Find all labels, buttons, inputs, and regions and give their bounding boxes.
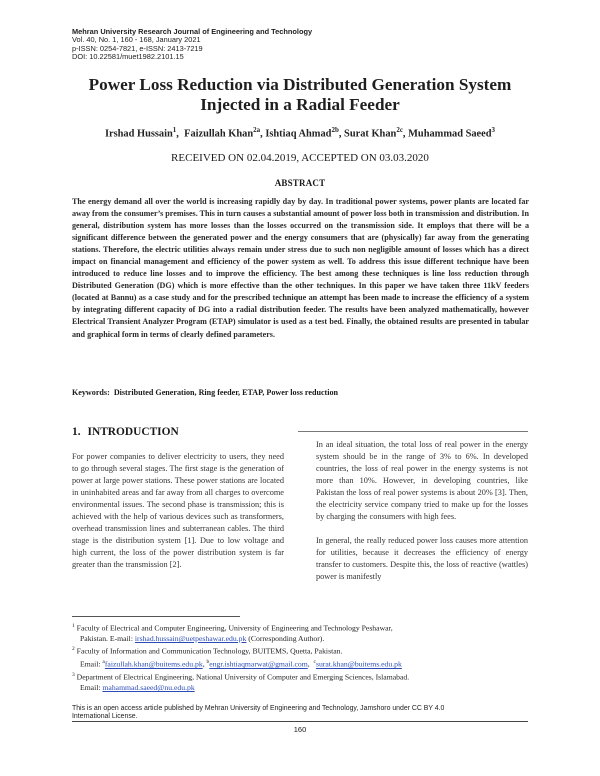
footnotes [72, 621, 542, 694]
section-number: 1. [72, 426, 81, 438]
keywords [72, 388, 529, 397]
journal-issn: p-ISSN: 0254-7821, e-ISSN: 2413-7219 [72, 43, 203, 53]
right-paragraph-2: In general, the really reduced power loss causes more attention for utilities, because it decreases the efficiency of energy transfer to customers. Despite this, the loss of reactive (wattles) power is manifestly [316, 536, 528, 582]
journal-doi: DOI: 10.22581/muet1982.2101.15 [72, 52, 184, 62]
title-line-2: Injected in a Radial Feeder [200, 95, 400, 114]
author-name: Muhammad Saeed [408, 128, 492, 140]
license-notice: This is an open access article published by Mehran University of Engineering and Technology, Jamshoro under CC BY 4.0 International License. [72, 705, 445, 721]
abstract-heading: ABSTRACT [274, 178, 326, 188]
title-line-1: Power Loss Reduction via Distributed Generation System [88, 75, 512, 94]
email-link[interactable]: irshad.hussain@uetpeshawar.edu.pk [134, 633, 247, 643]
right-paragraph-1: In an ideal situation, the total loss of real power in the energy system should be in the range of 3% to 6%. In developed countries, the loss of real power in the energy systems is not more than 10%. However, in developing countries, like Pakistan the loss of real power systems is about 20% [3]. Then, the electricity service company tried to make up for the losses by charging the consumers with high fees. [316, 440, 528, 522]
page-number: 160 [293, 725, 307, 734]
keywords-label: Keywords: [72, 388, 110, 397]
email-link[interactable]: engr.ishtiaqmarwat@gmail.com [209, 659, 308, 669]
author-affiliation: 3 [491, 126, 496, 134]
email-link[interactable]: mahammad.saeed@nu.edu.pk [102, 683, 195, 693]
author-affiliation: 2a [253, 126, 261, 134]
email-link[interactable]: faizullah.khan@buitems.edu.pk [104, 659, 203, 669]
author-list: Irshad Hussain$^1$, Faizullah Khan$^{2a}$, Ishtiaq Ahmad$^{2b}$, Surat Khan$^{2c}$, Muhammad Saeed$^3$ [104, 126, 496, 140]
footnote-1-line-2: Pakistan. E-mail: irshad.hussain@uetpeshawar.edu.pk (Corresponding Author). [80, 633, 325, 643]
journal-volume: Vol. 40, No. 1, 160 - 168, January 2021 [72, 35, 201, 45]
received-dates: RECEIVED ON 02.04.2019, ACCEPTED ON 03.03.2020 [171, 152, 429, 164]
email-link[interactable]: surat.khan@buitems.edu.pk [315, 659, 402, 669]
left-column-text: For power companies to deliver electricity to users, they need to go through several stages. The first stage is the generation of power at large power stations. These power stations are located in uninhabited areas and far away from all charges to overcome environmental issues. The second phase is transmission; this is achieved with the help of various devices such as transformers, overhead transmission lines and subterranean cables. The third stage is the distribution system [1]. Due to low voltage and high current, the loss of the power distribution system is far greater than the transmission [2]. [72, 452, 284, 570]
author-affiliation: 1 [172, 126, 177, 134]
footnote-2-emails: Email: $^a$faizullah.khan@buitems.edu.pk, $^b$engr.ishtiaqmarwat@gmail.com, $^c$surat.khan@buitems.edu.pk [80, 659, 402, 669]
author-name: Faizullah Khan [184, 128, 254, 140]
footnote-3: $^3$ Department of Electrical Engineering, National University of Computer and Emerging Sciences, Islamabad. [72, 672, 410, 682]
footer-rule [72, 721, 528, 722]
footnote-rule [72, 616, 240, 617]
keywords-text: Distributed Generation, Ring feeder, ETAP, Power loss reduction [113, 388, 339, 397]
section-title: INTRODUCTION [87, 426, 179, 438]
column-divider-rule [298, 431, 528, 432]
author-affiliation: 2b [331, 126, 339, 134]
author-name: Ishtiaq Ahmad [265, 128, 332, 140]
right-column [316, 439, 528, 584]
footnote-1: $^1$ Faculty of Electrical and Computer Engineering, University of Engineering and Technology Peshawar, [72, 623, 393, 633]
author-name: Irshad Hussain [104, 128, 173, 140]
footnote-3-email: Email: mahammad.saeed@nu.edu.pk [80, 683, 195, 693]
author-affiliation: 2c [396, 126, 403, 134]
paper-title [40, 75, 560, 115]
journal-name: Mehran University Research Journal of Engineering and Technology [72, 27, 313, 36]
abstract-text: The energy demand all over the world is increasing rapidly day by day. In traditional power systems, power plants are located far away from the consumer’s premises. This in turn causes a substantial amount of power loss both in transmission and distribution. In general, distribution system has more losses than the losses occurred on the transmission side. It employs that there will be a significant difference between the generated power and the energy consumers that are (physically) far away from the generating stations. Therefore, the electric utilities always remain under stress due to such non negligible amount of losses which has a direct impact on financial management and efficiency of the power system as well. To address this issue different technique have been introduced to reduce line losses and to improve the efficiency. The best among these techniques is line loss reduction through Distributed Generation (DG) which is more effective than the other techniques. In this paper we have taken three 11kV feeders (located at Bannu) as a case study and for the prescribed technique an attempt has been made to increase the efficiency of a system by integrating different capacity of DG into a radial distribution feeder. The results have been analyzed mathematically, however Electrical Transient Analyzer Program (ETAP) simulator is used as a test bed. Finally, the obtained results are presented in tabular and graphical form in terms of clearly defined parameters. [72, 197, 529, 339]
footnote-2: $^2$ Faculty of Information and Communication Technology, BUITEMS, Quetta, Pakistan. [72, 646, 343, 656]
author-name: Surat Khan [344, 128, 397, 140]
journal-header [72, 28, 312, 62]
section-heading [72, 426, 179, 438]
